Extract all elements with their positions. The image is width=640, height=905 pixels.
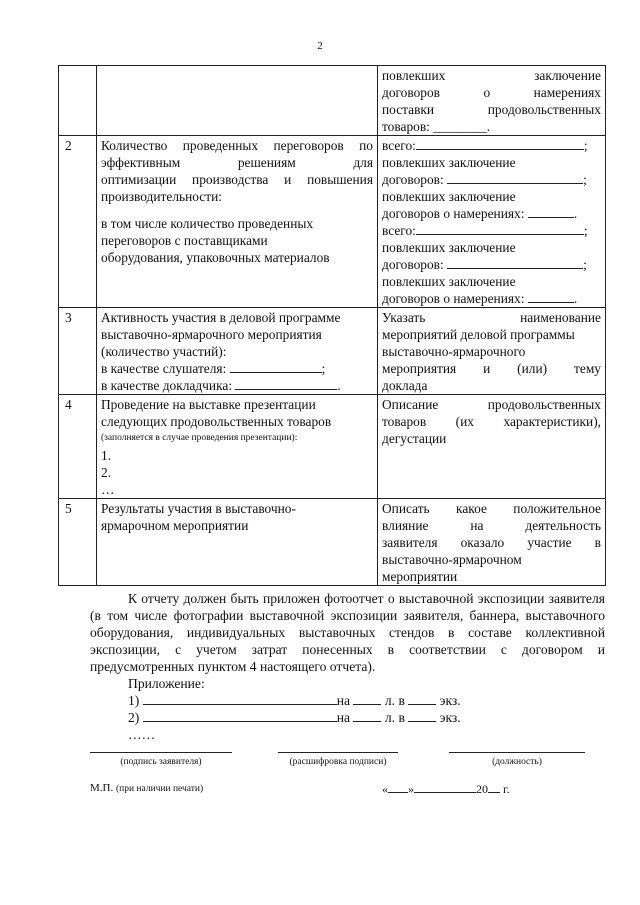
signature-caption: (должность) bbox=[492, 757, 542, 767]
table-row bbox=[59, 395, 606, 499]
appendix-ellipsis: …… bbox=[128, 727, 156, 742]
row-number-cell bbox=[59, 66, 97, 136]
report-table bbox=[58, 65, 606, 586]
seal-placeholder: М.П. (при наличии печати) bbox=[90, 782, 204, 794]
value-cell: Описать какое положительное влияние на деятельность заявителя оказало участие в выставочно-ярмарочном мероприятии bbox=[378, 499, 606, 586]
signature-caption: (подпись заявителя) bbox=[120, 757, 202, 767]
value-cell: Указать наименование мероприятий деловой программы выставочно-ярмарочного мероприятия и (или) тему доклада bbox=[378, 308, 606, 395]
table-row bbox=[59, 499, 606, 586]
presentation-note: (заполняется в случае проведения презентации): bbox=[101, 433, 298, 443]
criterion-cell bbox=[97, 66, 378, 136]
criterion-cell: Количество проведенных переговоров по эффективным решениям для оптимизации производства и повышения производительности: в том числе количество проведенных переговоров с поставщиками оборудования, упаковочных материалов bbox=[97, 136, 378, 308]
photo-report-paragraph: К отчету должен быть приложен фотоотчет о выставочной экспозиции заявителя (в том числе фотографии выставочной экспозиции заявителя, баннера, выставочного оборудования, индивидуальных выставочных стендов в составе коллективной экспозиции, с учетом затрат понесенных в соответствии с договором и предусмотренных пунктом 4 настоящего отчета). bbox=[90, 591, 605, 674]
appendix-title: Приложение: bbox=[128, 676, 205, 691]
appendix-item: 2) на л. в экз. bbox=[128, 710, 461, 725]
signature-line bbox=[449, 752, 585, 753]
row-number-cell: 2 bbox=[59, 136, 97, 308]
row-number-cell: 5 bbox=[59, 499, 97, 586]
signature-caption: (расшифровка подписи) bbox=[289, 757, 387, 767]
page-number: 2 bbox=[317, 40, 323, 52]
criterion-cell: Проведение на выставке презентации следующих продовольственных товаров (заполняется в случае проведения презентации): 1. 2. … bbox=[97, 395, 378, 499]
value-cell: Описание продовольственных товаров (их характеристики), дегустации bbox=[378, 395, 606, 499]
table-row bbox=[59, 136, 606, 308]
table-row bbox=[59, 308, 606, 395]
row-number-cell: 3 bbox=[59, 308, 97, 395]
value-cell: всего: ; повлекших заключение договоров: ; повлекших заключение договоров о намерениях: . всего: ; повлекших заключение договоров: ; повлекших заключение договоров о намерениях: . bbox=[378, 136, 606, 308]
criterion-cell: Активность участия в деловой программе выставочно-ярмарочного мероприятия (количество участий): в качестве слушателя: ; в качестве докладчика: . bbox=[97, 308, 378, 395]
row-number-cell: 4 bbox=[59, 395, 97, 499]
appendix-item: 1) на л. в экз. bbox=[128, 693, 461, 708]
criterion-cell: Результаты участия в выставочно- ярмарочном мероприятии bbox=[97, 499, 378, 586]
value-cell: повлекших заключение договоров о намерениях поставки продовольственных товаров: ________. bbox=[378, 66, 606, 136]
table-row bbox=[59, 66, 606, 136]
date-field: « » 20 г. bbox=[382, 782, 510, 796]
signature-line bbox=[90, 752, 232, 753]
signature-line bbox=[278, 752, 398, 753]
